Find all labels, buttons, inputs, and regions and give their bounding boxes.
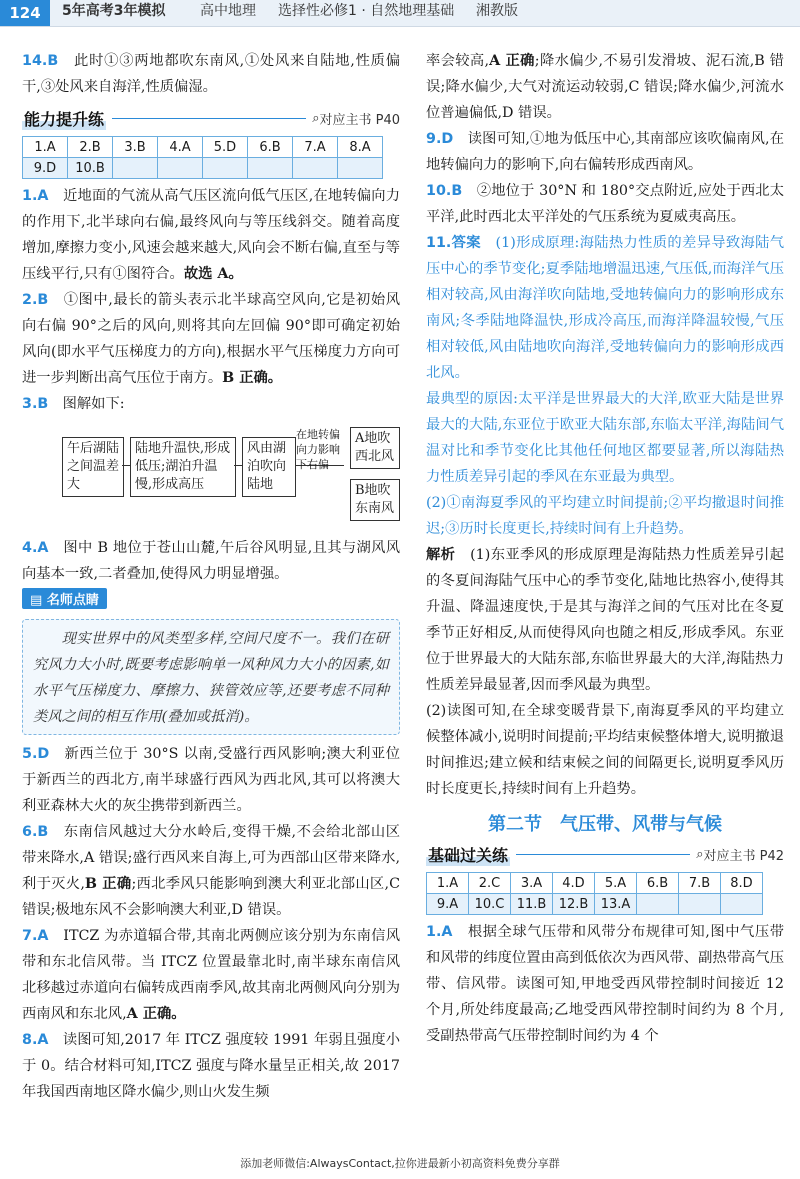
- footer-note: 添加老师微信:AlwaysContact,拉你进最新小初高资料免费分享群: [240, 1157, 560, 1170]
- answer-cell: 1.A: [427, 873, 469, 894]
- answer-item: 2.B ①图中,最长的箭头表示北半球高空风向,它是初始风向右偏 90°之后的风向,则将其向左回偏 90°即可确定初始风向(即水平气压梯度力的方向),根据水平气压梯度力方向可进一步判断出高气压位于南方。B 正确。: [22, 292, 400, 386]
- diagram-label: 在地转偏向力影响下右偏: [296, 428, 340, 471]
- answer-table: [426, 872, 763, 915]
- book-icon: ▤: [30, 593, 47, 608]
- page-header: [0, 0, 800, 27]
- answer-table: [22, 136, 383, 179]
- edition: 湘教版: [476, 3, 518, 19]
- answer-cell: [293, 158, 338, 179]
- answer-cell: 3.B: [113, 137, 158, 158]
- explanation: (2)读图可知,在全球变暖背景下,南海夏季风的平均建立候整体减小,说明时间提前;平均结束候整体增大,说明撤退时间推迟;建立候和结束候之间的间隔更长,说明夏季风历时长度更长,持续时间有上升趋势。: [426, 703, 784, 797]
- answer-cell: 4.D: [553, 873, 595, 894]
- answer-cell: 10.B: [68, 158, 113, 179]
- series-title: 5年高考3年模拟: [62, 3, 166, 19]
- answer-item: 1.A 根据全球气压带和风带分布规律可知,图中气压带和风带的纬度位置由高到低依次为西风带、副热带高气压带、信风带。读图可知,甲地受西风带控制时间接近 12 个月,所处纬度最高;乙地受西风带控制时间约为 8 个月,受副热带高气压带控制时间约为 4 个: [426, 924, 785, 1044]
- answer-cell: [338, 158, 383, 179]
- tip-label: ▤ 名师点睛: [22, 588, 107, 609]
- answer-cell: 12.B: [553, 894, 595, 915]
- answer-cell: 5.D: [203, 137, 248, 158]
- diagram-box: B地吹东南风: [350, 479, 400, 521]
- answer-paragraph: 最典型的原因:太平洋是世界最大的大洋,欧亚大陆是世界最大的大陆,东亚位于欧亚大陆东部,东临太平洋,海陆间气温对比和季节变化比其他任何地区都要显著,所以海陆热力性质差异引起的季风在东亚最为典型。: [426, 391, 784, 485]
- answer-row: [23, 137, 383, 158]
- answer-cell: [721, 894, 763, 915]
- diagram-box: A地吹西北风: [350, 427, 400, 469]
- page-reference: 对应主书 P42: [703, 848, 784, 864]
- answer-item: 率会较高,A 正确;降水偏少,不易引发滑坡、泥石流,B 错误;降水偏少,大气对流运动较弱,C 错误;降水偏少,河流水位普遍偏低,D 错误。: [426, 53, 784, 121]
- answer-cell: [203, 158, 248, 179]
- answer-item: 9.D 读图可知,①地为低压中心,其南部应该吹偏南风,在地转偏向力的影响下,向右偏转形成西南风。: [426, 131, 785, 173]
- answer-cell: 9.A: [427, 894, 469, 915]
- answer-row: [23, 158, 383, 179]
- explanation: 解析 (1)东亚季风的形成原理是海陆热力性质差异引起的冬夏间海陆气压中心的季节变化,陆地比热容小,使得其升温、降温速度快,于是其与海洋之间的气压对比在冬夏季节正好相反,从而使得风向也随之相反,形成季风。东亚位于世界最大的大陆东部,东临世界最大的大洋,海陆热力性质差异最显著,因而季风最为典型。: [426, 547, 785, 693]
- answer-cell: 5.A: [595, 873, 637, 894]
- answer-cell: 6.B: [637, 873, 679, 894]
- left-column: [22, 48, 400, 1105]
- answer-item: 4.A 图中 B 地位于苍山山麓,午后谷风明显,且其与湖风风向基本一致,二者叠加,使得风力明显增强。: [22, 540, 400, 582]
- section-subtitle: 基础过关练: [426, 843, 510, 866]
- page-reference: 对应主书 P40: [319, 112, 400, 128]
- answer-item: 14.B 此时①③两地都吹东南风,①处风来自陆地,性质偏干,③处风来自海洋,性质偏湿。: [22, 53, 400, 95]
- answer-cell: 13.A: [595, 894, 637, 915]
- answer-cell: 10.C: [469, 894, 511, 915]
- tip-text: 现实世界中的风类型多样,空间尺度不一。我们在研究风力大小时,既要考虑影响单一风种风力大小的因素,如水平气压梯度力、摩擦力、狭管效应等,还要考虑不同种类风之间的相互作用(叠加或抵消)。: [33, 631, 389, 725]
- diagram-box: 风由湖泊吹向陆地: [242, 437, 296, 497]
- answer-item: 5.D 新西兰位于 30°S 以南,受盛行西风影响;澳大利亚位于新西兰的西北方,南半球盛行西风为西北风,其可以将澳大利亚森林大火的灰尘携带到新西兰。: [22, 746, 400, 814]
- answer-cell: 4.A: [158, 137, 203, 158]
- answer-item: 6.B 东南信风越过大分水岭后,变得干燥,不会给北部山区带来降水,A 错误;盛行西风来自海上,可为西部山区带来降水,利于灭火,B 正确;西北季风只能影响到澳大利亚北部山区,C 错误;极地东风不会影响澳大利亚,D 错误。: [22, 824, 401, 918]
- answer-row: [427, 873, 763, 894]
- answer-paragraph: (2)①南海夏季风的平均建立时间提前;②平均撤退时间推迟;③历时长度更长,持续时间有上升趋势。: [426, 495, 784, 537]
- section-header: [22, 104, 400, 132]
- answer-cell: 7.A: [293, 137, 338, 158]
- diagram-box: 陆地升温快,形成低压;湖泊升温慢,形成高压: [130, 437, 236, 497]
- section-header: [426, 840, 784, 868]
- answer-cell: 7.B: [679, 873, 721, 894]
- answer-item: 1.A 近地面的气流从高气压区流向低气压区,在地转偏向力的作用下,北半球向右偏,最终风向与等压线斜交。随着高度增加,摩擦力变小,风速会越来越大,风向会不断右偏,直至与等压线平行,只有①图符合。故选 A。: [22, 188, 400, 282]
- section-title: 能力提升练: [22, 107, 106, 130]
- answer-cell: [637, 894, 679, 915]
- answer-cell: 2.C: [469, 873, 511, 894]
- answer-cell: [679, 894, 721, 915]
- search-icon: ⌕: [696, 846, 704, 862]
- answer-cell: [113, 158, 158, 179]
- answer-cell: 8.A: [338, 137, 383, 158]
- book-title: 选择性必修1 · 自然地理基础: [278, 3, 455, 19]
- tip-box: [22, 619, 400, 735]
- section-title: 第二节 气压带、风带与气候: [488, 814, 722, 835]
- subject: 高中地理: [200, 3, 256, 19]
- answer-item: 3.B 图解如下:: [22, 396, 125, 412]
- answer-cell: [158, 158, 203, 179]
- answer-cell: 9.D: [23, 158, 68, 179]
- answer-cell: 11.B: [511, 894, 553, 915]
- answer-item: 7.A ITCZ 为赤道辐合带,其南北两侧应该分别为东南信风带和东北信风带。当 ITCZ 位置最靠北时,南半球东南信风北移越过赤道向右偏转成西南季风,故其南北两侧风向分别为西南风和东北风,A 正确。: [22, 928, 400, 1022]
- answer-cell: 2.B: [68, 137, 113, 158]
- answer-cell: 1.A: [23, 137, 68, 158]
- search-icon: ⌕: [312, 110, 320, 126]
- answer-item: 11.答案 (1)形成原理:海陆热力性质的差异导致海陆气压中心的季节变化;夏季陆地增温迅速,气压低,而海洋气压相对较高,风由海洋吹向陆地,受地转偏向力的影响形成东南风;冬季陆地降温快,形成冷高压,而海洋降温较慢,气压相对较低,风由陆地吹向海洋,受地转偏向力的影响形成西北风。: [426, 235, 785, 381]
- answer-cell: [248, 158, 293, 179]
- diagram-box: 午后湖陆之间温差大: [62, 437, 124, 497]
- answer-cell: 6.B: [248, 137, 293, 158]
- answer-row: [427, 894, 763, 915]
- answer-cell: 3.A: [511, 873, 553, 894]
- answer-item: 10.B ②地位于 30°N 和 180°交点附近,应处于西北太平洋,此时西北太平洋处的气压系统为夏威夷高压。: [426, 183, 785, 225]
- page-number: 124: [0, 0, 50, 26]
- answer-cell: 8.D: [721, 873, 763, 894]
- answer-item: 8.A 读图可知,2017 年 ITCZ 强度较 1991 年弱且强度小于 0。结合材料可知,ITCZ 强度与降水量呈正相关,故 2017 年我国西南地区降水偏少,则山火发生频: [22, 1032, 401, 1100]
- right-column: [426, 48, 784, 1049]
- flow-diagram: [22, 421, 400, 531]
